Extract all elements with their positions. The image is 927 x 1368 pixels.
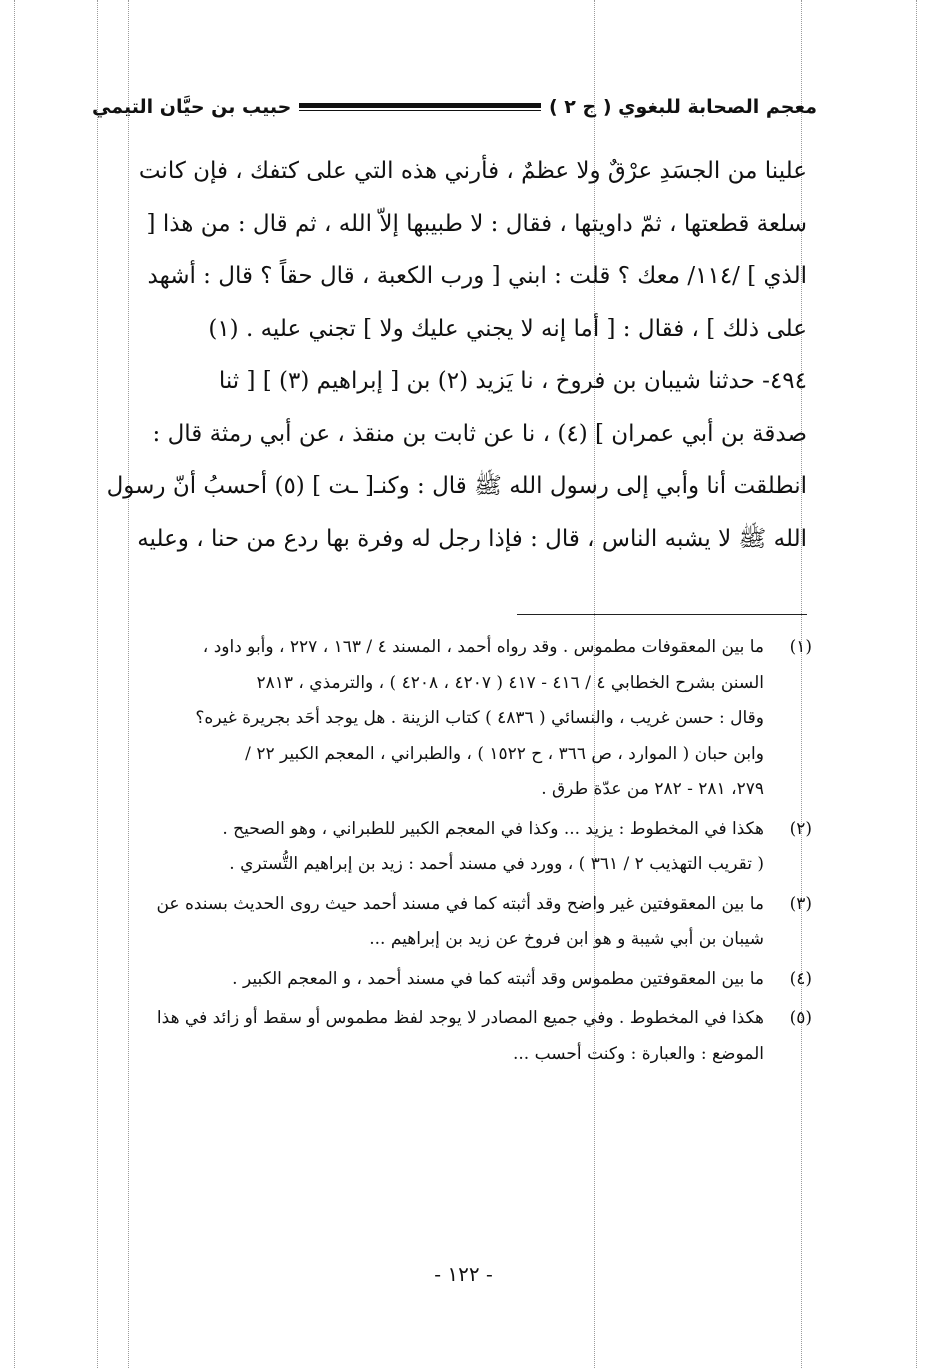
footnote xyxy=(95,630,812,808)
footnote-line: ما بين المعقوفتين مطموس وقد أثبته كما في مسند أحمد ، و المعجم الكبير . xyxy=(232,968,764,989)
footnote-line: ما بين المعقوفتين غير واضح وقد أثبته كما في مسند أحمد حيث روى الحديث بسنده عن xyxy=(156,893,764,914)
scan-margin-line xyxy=(14,0,15,1368)
footnote xyxy=(95,887,812,958)
main-text xyxy=(95,145,807,565)
text-line: انطلقت أنا وأبي إلى رسول الله ﷺ قال : وكنـ[ ـت ] (٥) أحسبُ أنّ رسول xyxy=(106,473,807,499)
footnote xyxy=(95,962,812,998)
footnote-line: هكذا في المخطوط : يزيد ... وكذا في المعجم الكبير للطبراني ، وهو الصحيح . xyxy=(222,818,764,839)
footnote-line: ٢٧٩، ٢٨١ - ٢٨٢ من عدّة طرق . xyxy=(541,779,764,799)
footnote-line: السنن بشرح الخطابي ٤ / ٤١٦ - ٤١٧ ( ٤٢٠٧ ، ٤٢٠٨ ) ، والترمذي ، ٢٨١٣ xyxy=(256,672,764,693)
entry-title: حبيب بن حيَّان التيمي xyxy=(92,96,292,118)
text-line: الله ﷺ لا يشبه الناس ، قال : فإذا رجل له وفرة بها ردع من حنا ، وعليه xyxy=(137,525,807,552)
footnote-line: ما بين المعقوفات مطموس . وقد رواه أحمد ، المسند ٤ / ١٦٣ ، ٢٢٧ ، وأبو داود ، xyxy=(202,637,764,657)
footnote-separator xyxy=(517,614,807,615)
footnote xyxy=(95,1001,812,1072)
footnote-number: (١) xyxy=(789,637,812,657)
footnote-number: (٤) xyxy=(789,968,812,989)
footnote-number: (٢) xyxy=(789,818,812,839)
footnote-number: (٥) xyxy=(789,1008,812,1028)
footnote-line: وقال : حسن غريب ، والنسائي ( ٤٨٣٦ ) كتاب الزينة . هل يوجد أحَد بجريرة غيره؟ xyxy=(195,708,764,728)
footnote-line: وابن حبان ( الموارد ، ص ٣٦٦ ، ح ١٥٢٢ ) ، والطبراني ، المعجم الكبير ٢٢ / xyxy=(245,743,764,764)
text-line: الذي ] /١١٤/ معك ؟ قلت : ابني [ ورب الكعبة ، قال حقاً ؟ قال : أشهد xyxy=(147,263,807,289)
footnote-number: (٣) xyxy=(789,893,812,914)
text-line: صدقة بن أبي عمران ] (٤) ، نا عن ثابت بن منقذ ، عن أبي رمثة قال : xyxy=(152,420,807,447)
text-line: علينا من الجسَدِ عرْقٌ ولا عظمٌ ، فأرني هذه التي على كتفك ، فإن كانت xyxy=(138,158,807,184)
running-header xyxy=(92,90,817,124)
scan-margin-line xyxy=(916,0,917,1368)
footnote-line: هكذا في المخطوط . وفي جميع المصادر لا يوجد لفظ مطموس أو سقط أو زائد في هذا xyxy=(156,1008,764,1028)
book-title: معجم الصحابة للبغوي ( ج ٢ ) xyxy=(548,96,817,118)
text-line: على ذلك ] ، فقال : [ أما إنه لا يجني عليك ولا ] تجني عليه . (١) xyxy=(208,315,807,342)
text-line: ٤٩٤- حدثنا شيبان بن فروخ ، نا يَزيد (٢) بن [ إبراهيم (٣) ] [ ثنا xyxy=(218,368,807,394)
footnote-line: شيبان بن أبي شيبة و هو ابن فروخ عن زيد بن إبراهيم ... xyxy=(369,929,764,949)
text-line: سلعة قطعتها ، ثمّ داويتها ، فقال : لا طبيبها إلاّ الله ، ثم قال : من هذا [ xyxy=(146,210,807,237)
page-number: - ١٢٢ - xyxy=(434,1262,493,1286)
footnotes xyxy=(95,630,812,1076)
header-rule xyxy=(299,103,541,111)
footnote xyxy=(95,812,812,883)
footnote-line: ( تقريب التهذيب ٢ / ٣٦١ ) ، وورد في مسند أحمد : زيد بن إبراهيم التُّستري . xyxy=(229,854,764,874)
footnote-line: الموضع : والعبارة : وكنت أحسب ... xyxy=(512,1043,764,1064)
